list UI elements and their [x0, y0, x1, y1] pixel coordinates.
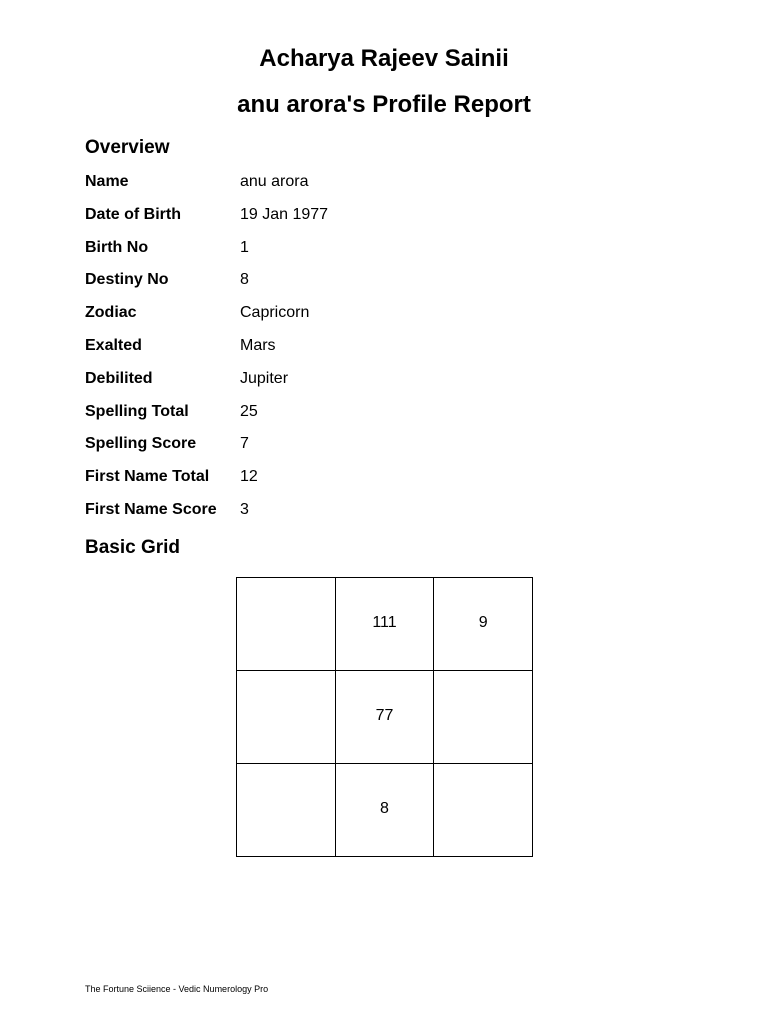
info-value: 8 [240, 271, 249, 289]
info-value: 7 [240, 435, 249, 453]
grid-cell: 9 [434, 578, 533, 671]
info-value: 19 Jan 1977 [240, 205, 329, 223]
overview-row-birth-no [85, 236, 585, 269]
info-label: Date of Birth [85, 205, 181, 223]
info-label: Destiny No [85, 271, 169, 289]
grid-cell [237, 671, 336, 764]
overview-row-zodiac [85, 301, 585, 334]
grid-row [237, 578, 533, 671]
overview-row-first-name-score [85, 498, 585, 531]
info-value: Mars [240, 336, 276, 354]
info-value: Jupiter [240, 369, 289, 387]
grid-cell [434, 671, 533, 764]
info-value: Capricorn [240, 304, 310, 322]
grid-row [237, 764, 533, 857]
info-label: Name [85, 173, 129, 190]
report-title: anu arora's Profile Report [237, 91, 531, 118]
overview-heading: Overview [85, 137, 170, 158]
overview-row-debilited [85, 367, 585, 400]
info-label: Exalted [85, 336, 142, 354]
info-label: Zodiac [85, 304, 137, 322]
overview-row-exalted [85, 334, 585, 367]
grid-cell [237, 578, 336, 671]
grid-cell: 8 [335, 764, 434, 857]
page-footer: The Fortune Sciience - Vedic Numerology Pro [85, 984, 269, 994]
grid-cell [434, 764, 533, 857]
info-value: anu arora [240, 173, 309, 190]
grid-cell [237, 764, 336, 857]
overview-row-spelling-score [85, 432, 585, 465]
grid-cell: 111 [335, 578, 434, 671]
info-label: First Name Total [85, 468, 210, 486]
info-label: Debilited [85, 369, 153, 387]
overview-row-first-name-total [85, 465, 585, 498]
overview-row-spelling-total [85, 400, 585, 433]
info-label: Spelling Total [85, 402, 189, 420]
info-value: 12 [240, 468, 258, 486]
overview-row-name [85, 170, 585, 203]
basic-grid [236, 577, 533, 857]
info-value: 25 [240, 402, 258, 420]
grid-row [237, 671, 533, 764]
report-author-title: Acharya Rajeev Sainii [259, 45, 509, 72]
info-value: 1 [240, 238, 249, 256]
grid-cell: 77 [335, 671, 434, 764]
info-label: First Name Score [85, 500, 217, 518]
overview-row-date-of-birth [85, 203, 585, 236]
info-label: Spelling Score [85, 435, 197, 453]
overview-row-destiny-no [85, 268, 585, 301]
info-label: Birth No [85, 238, 149, 256]
basic-grid-heading: Basic Grid [85, 537, 181, 558]
info-value: 3 [240, 500, 249, 518]
overview-list [85, 170, 585, 531]
